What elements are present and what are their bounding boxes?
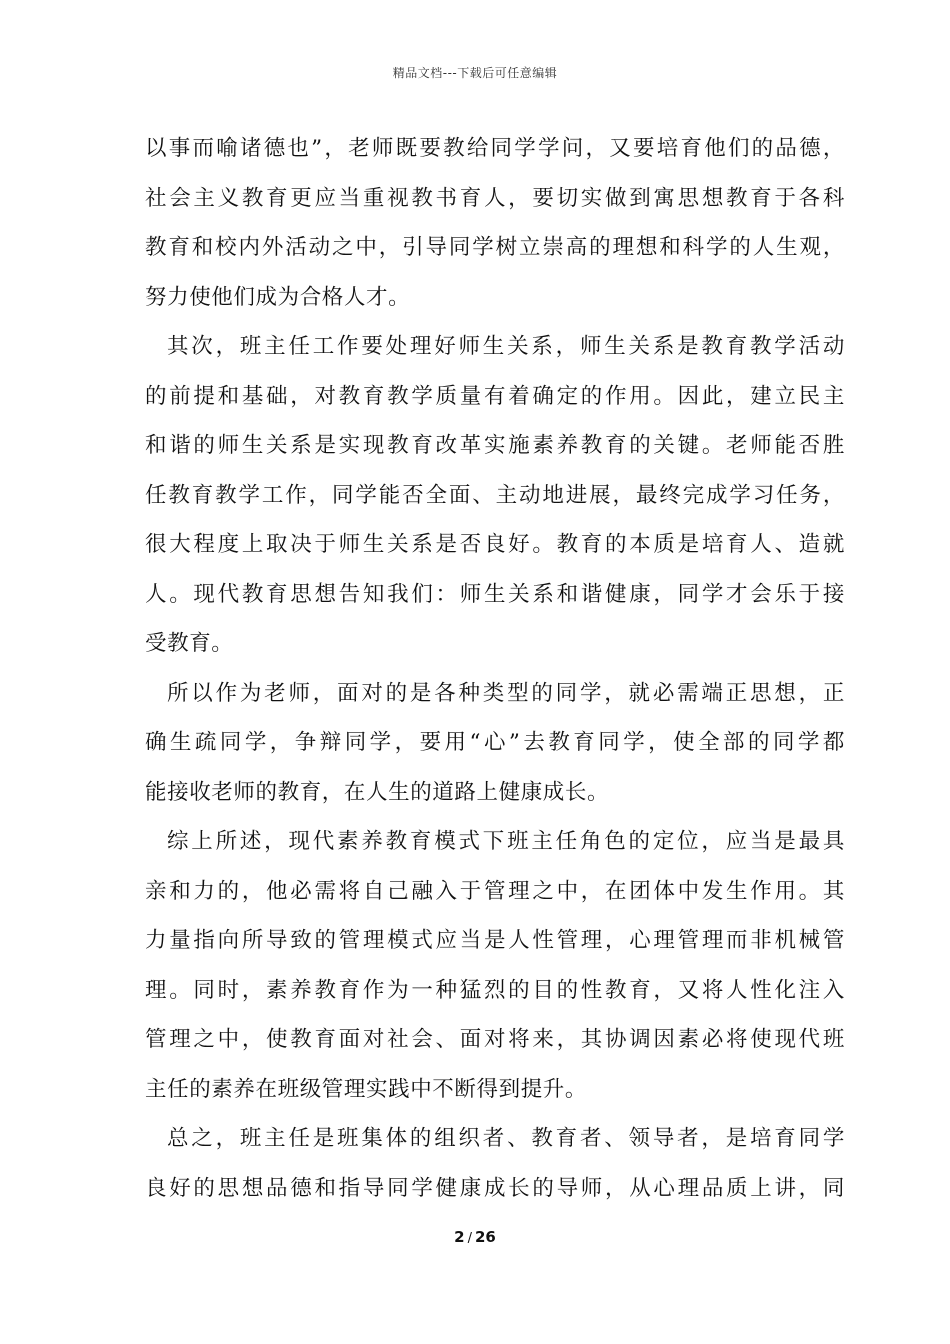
text-line: 亲和力的，他必需将自己融入于管理之中，在团体中发生作用。其 — [145, 878, 845, 904]
text-line: 受教育。 — [145, 631, 234, 656]
document-body — [145, 124, 845, 1213]
text-line: 主任的素养在班级管理实践中不断得到提升。 — [145, 1076, 588, 1102]
text-line: 努力使他们成为合格人才。 — [145, 284, 411, 310]
text-line: 力量指向所导致的管理模式应当是人性管理，心理管理而非机械管 — [145, 928, 845, 953]
text-line: 教育和校内外活动之中，引导同学树立崇高的理想和科学的人生观， — [145, 235, 845, 260]
paragraph — [145, 669, 845, 818]
text-line: 所以作为老师，面对的是各种类型的同学，就必需端正思想，正 — [167, 680, 845, 706]
text-line: 理。同时，素养教育作为一种猛烈的目的性教育，又将人性化注入 — [145, 977, 845, 1003]
text-line: 能接收老师的教育，在人生的道路上健康成长。 — [145, 779, 610, 805]
paragraph — [145, 1114, 845, 1213]
text-line: 管理之中，使教育面对社会、面对将来，其协调因素必将使现代班 — [145, 1027, 845, 1052]
page-header: 精品文档---下载后可任意编辑 — [392, 66, 558, 80]
text-line: 良好的思想品德和指导同学健康成长的导师，从心理品质上讲，同 — [145, 1175, 845, 1201]
text-line: 总之，班主任是班集体的组织者、教育者、领导者，是培育同学 — [167, 1126, 845, 1151]
text-line: 的前提和基础，对教育教学质量有着确定的作用。因此，建立民主 — [145, 383, 845, 409]
page-number — [0, 1228, 950, 1246]
text-line: 人。现代教育思想告知我们：师生关系和谐健康，同学才会乐于接 — [145, 581, 845, 607]
paragraph — [145, 817, 845, 1114]
text-line: 很大程度上取决于师生关系是否良好。教育的本质是培育人、造就 — [145, 532, 845, 557]
text-line: 任教育教学工作，同学能否全面、主动地进展，最终完成学习任务， — [145, 482, 845, 508]
page-separator: / — [467, 1231, 472, 1246]
total-page-count: 26 — [474, 1228, 496, 1246]
current-page-number: 2 — [454, 1228, 465, 1246]
text-line: 确生疏同学，争辩同学，要用“心”去教育同学，使全部的同学都 — [145, 730, 845, 755]
text-line: 其次，班主任工作要处理好师生关系，师生关系是教育教学活动 — [167, 334, 845, 359]
paragraph — [145, 124, 845, 322]
text-line: 和谐的师生关系是实现教育改革实施素养教育的关键。老师能否胜 — [145, 433, 845, 458]
paragraph — [145, 322, 845, 669]
text-line: 以事而喻诸德也”，老师既要教给同学学问，又要培育他们的品德， — [145, 136, 845, 161]
text-line: 综上所述，现代素养教育模式下班主任角色的定位，应当是最具 — [167, 829, 845, 854]
text-line: 社会主义教育更应当重视教书育人，要切实做到寓思想教育于各科 — [145, 185, 845, 211]
